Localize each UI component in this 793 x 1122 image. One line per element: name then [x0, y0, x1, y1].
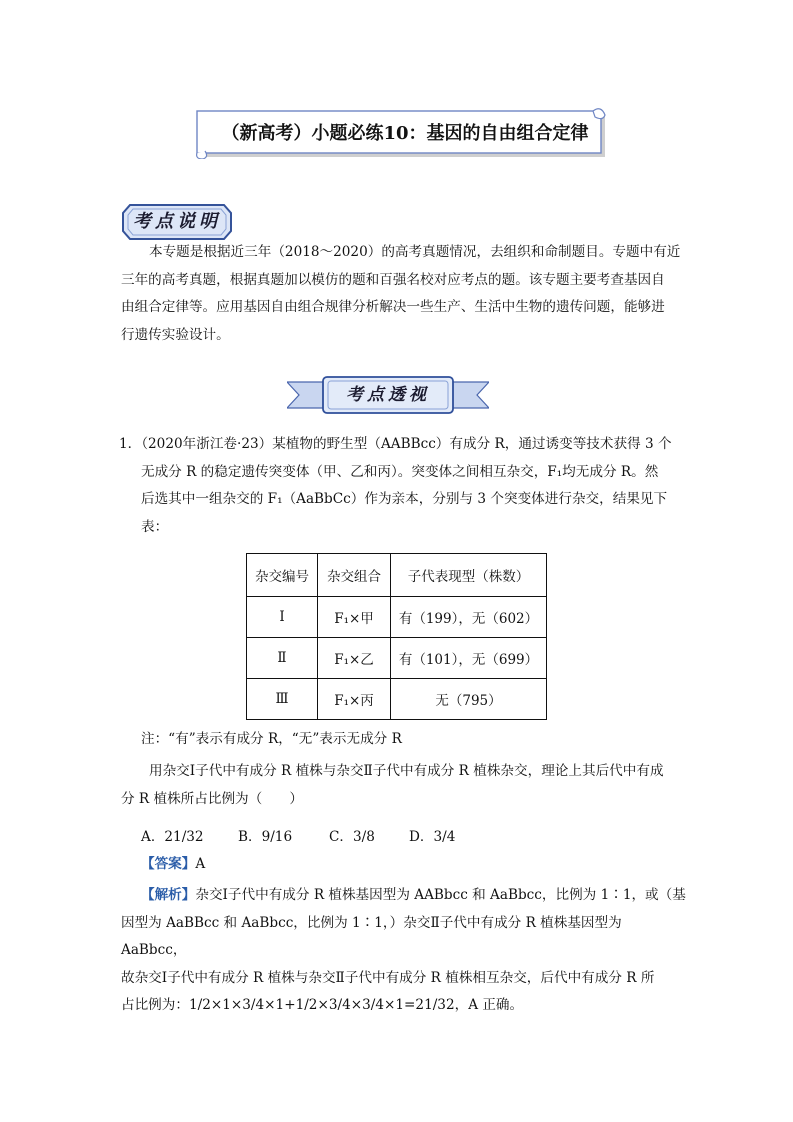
prompt-line: 用杂交Ⅰ子代中有成分 R 植株与杂交Ⅱ子代中有成分 R 植株杂交，理论上其后代中有成	[149, 763, 664, 779]
intro-line: 本专题是根据近三年（2018～2020）的高考真题情况，去组织和命制题目。专题中有近	[149, 244, 681, 260]
question-1	[119, 431, 689, 541]
table-header-cell: 杂交编号	[247, 554, 318, 597]
analysis-paragraph	[121, 882, 686, 1020]
table-note: 注：“有”表示有成分 R，“无”表示无成分 R	[141, 731, 402, 747]
table-cell: 无（795）	[391, 679, 547, 720]
table-row	[247, 638, 547, 679]
table-cell: 有（101），无（699）	[391, 638, 547, 679]
option-c[interactable]: C．3/8	[329, 829, 375, 845]
table-cell: F₁×丙	[318, 679, 391, 720]
question-line: 1．（2020年浙江卷·23）某植物的野生型（AABBcc）有成分 R，通过诱变等技术获得 3 个	[119, 436, 672, 452]
section-badge-perspective	[287, 376, 489, 414]
analysis-line: 占比例为：1/2×1×3/4×1+1/2×3/4×3/4×1=21/32，A 正确。	[121, 997, 524, 1013]
table-header-cell: 子代表现型（株数）	[391, 554, 547, 597]
section-badge-label: 考点说明	[133, 211, 221, 232]
table-cell: Ⅱ	[247, 638, 318, 679]
page-title: （新高考）小题必练10：基因的自由组合定律	[221, 123, 589, 144]
answer-value: A	[195, 856, 206, 872]
option-a[interactable]: A．21/32	[141, 829, 204, 845]
prompt-line: 分 R 植株所占比例为（ ）	[121, 790, 304, 807]
table-cell: F₁×甲	[318, 597, 391, 638]
question-line: 表：	[141, 518, 169, 535]
analysis-tag: 【解析】	[141, 887, 196, 903]
table-cell: 有（199），无（602）	[391, 597, 547, 638]
table-header-cell: 杂交组合	[318, 554, 391, 597]
section-badge-label: 考点透视	[346, 385, 430, 405]
table-cell: F₁×乙	[318, 638, 391, 679]
analysis-first-line: 杂交Ⅰ子代中有成分 R 植株基因型为 AABbcc 和 AaBbcc，比例为 1∶1，或（基	[195, 887, 686, 903]
table-row	[247, 597, 547, 638]
intro-paragraph	[121, 239, 681, 349]
answer-line	[141, 851, 205, 879]
section-badge-explanation	[120, 202, 234, 242]
table-cell: Ⅰ	[247, 597, 318, 638]
intro-line: 三年的高考真题，根据真题加以模仿的题和百强名校对应考点的题。该专题主要考查基因自	[121, 271, 665, 288]
analysis-line: 故杂交Ⅰ子代中有成分 R 植株与杂交Ⅱ子代中有成分 R 植株相互杂交，后代中有成分 R 所	[121, 969, 655, 986]
cross-results-table	[246, 553, 547, 720]
table-cell: Ⅲ	[247, 679, 318, 720]
intro-line: 由组合定律等。应用基因自由组合规律分析解决一些生产、生活中生物的遗传问题，能够进	[121, 299, 665, 315]
question-prompt	[121, 758, 681, 813]
question-line: 后选其中一组杂交的 F₁（AaBbCc）作为亲本，分别与 3 个突变体进行杂交，结果见下	[141, 491, 668, 507]
answer-options	[141, 825, 541, 847]
analysis-line: 因型为 AaBBcc 和 AaBbcc，比例为 1∶1，）杂交Ⅱ子代中有成分 R 植株基因型为 AaBbcc，	[121, 914, 622, 958]
intro-line: 行遗传实验设计。	[121, 326, 230, 343]
title-banner	[195, 107, 615, 159]
table-header-row	[247, 554, 547, 597]
option-b[interactable]: B．9/16	[238, 829, 293, 845]
analysis-line	[121, 882, 686, 910]
option-d[interactable]: D．3/4	[409, 829, 456, 845]
answer-tag: 【答案】	[141, 856, 196, 872]
question-line: 无成分 R 的稳定遗传突变体（甲、乙和丙）。突变体之间相互杂交，F₁均无成分 R。然	[141, 463, 659, 480]
table-row	[247, 679, 547, 720]
